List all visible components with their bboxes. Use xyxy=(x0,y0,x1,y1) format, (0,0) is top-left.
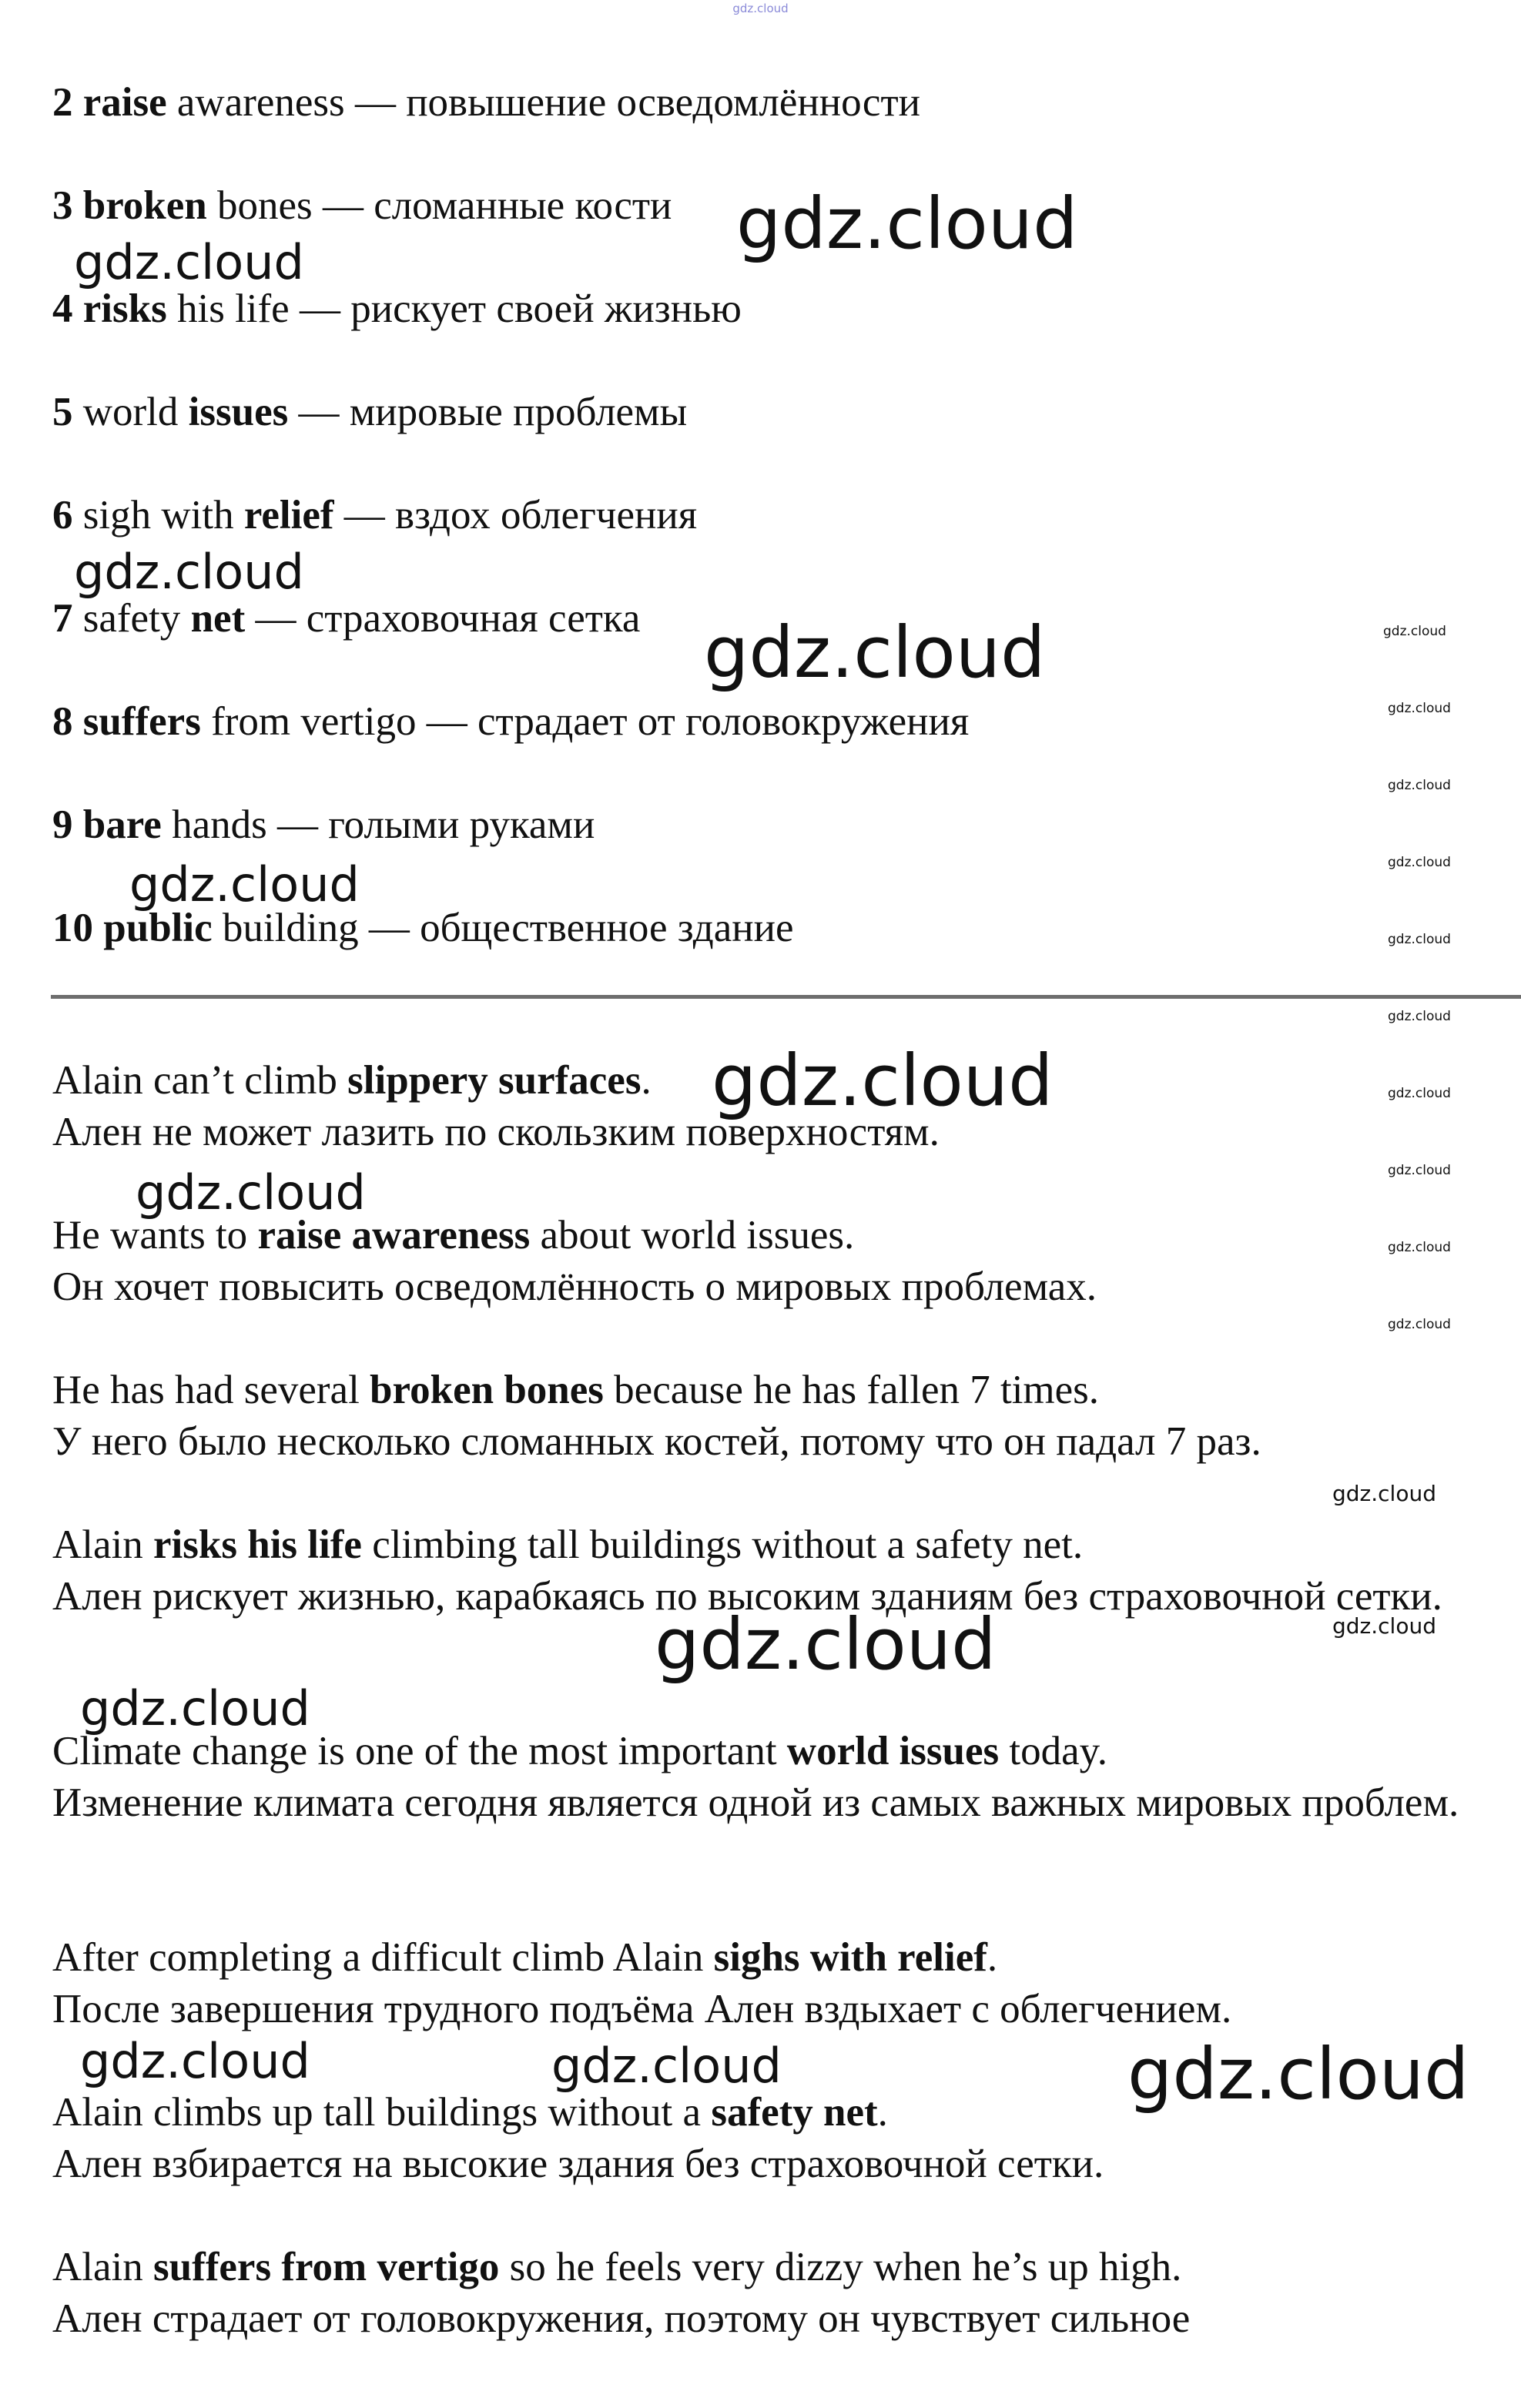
sentence-en: He has had several broken bones because he has fallen 7 times. xyxy=(52,1368,1100,1412)
sentence-ru: Ален страдает от головокружения, поэтому он чувствует сильное xyxy=(52,2296,1191,2341)
watermark: gdz.cloud xyxy=(1388,1009,1451,1024)
watermark: gdz.cloud xyxy=(129,856,360,913)
vocab-item: 10 public building — общественное здание xyxy=(52,906,794,950)
vocab-item: 3 broken bones — сломанные кости xyxy=(52,183,672,228)
watermark: gdz.cloud xyxy=(136,1164,366,1221)
watermark: gdz.cloud xyxy=(74,544,304,600)
sentence-ru: Ален рискует жизнью, карабкаясь по высоким зданиям без страховочной сетки. xyxy=(52,1574,1442,1619)
watermark: gdz.cloud xyxy=(655,1603,997,1686)
vocab-item: 9 bare hands — голыми руками xyxy=(52,802,595,847)
vocab-item: 2 raise awareness — повышение осведомлённости xyxy=(52,80,920,125)
watermark: gdz.cloud xyxy=(1127,2033,1469,2115)
example-sentence xyxy=(52,1726,1490,1829)
watermark: gdz.cloud xyxy=(74,234,304,290)
section-divider xyxy=(51,995,1521,999)
sentence-en: Climate change is one of the most important world issues today. xyxy=(52,1729,1107,1773)
sentence-ru: Ален взбирается на высокие здания без страховочной сетки. xyxy=(52,2142,1104,2186)
sentence-en: After completing a difficult climb Alain sighs with relief. xyxy=(52,1935,998,1980)
example-sentence xyxy=(52,1932,1490,2035)
watermark: gdz.cloud xyxy=(80,1680,310,1737)
watermark: gdz.cloud xyxy=(551,2038,782,2094)
watermark: gdz.cloud xyxy=(1332,1613,1436,1639)
sentence-en: Alain climbs up tall buildings without a safety net. xyxy=(52,2090,888,2135)
sentence-en: Alain suffers from vertigo so he feels very dizzy when he’s up high. xyxy=(52,2245,1182,2289)
example-sentence xyxy=(52,1365,1490,1468)
watermark: gdz.cloud xyxy=(1388,932,1451,947)
watermark: gdz.cloud xyxy=(1388,701,1451,716)
watermark: gdz.cloud xyxy=(1388,1240,1451,1255)
watermark: gdz.cloud xyxy=(712,1040,1054,1122)
site-mark: gdz.cloud xyxy=(732,2,789,15)
watermark: gdz.cloud xyxy=(1388,1086,1451,1101)
sentence-ru: Он хочет повысить осведомлённость о мировых проблемах. xyxy=(52,1264,1097,1309)
watermark: gdz.cloud xyxy=(1388,1317,1451,1332)
watermark: gdz.cloud xyxy=(736,183,1078,265)
example-sentence xyxy=(52,2242,1490,2345)
sentence-ru: После завершения трудного подъёма Ален вздыхает с облегчением. xyxy=(52,1987,1232,2031)
vocab-item: 7 safety net — страховочная сетка xyxy=(52,596,641,641)
sentence-ru: Ален не может лазить по скользким поверхностям. xyxy=(52,1110,940,1154)
sentence-en: Alain can’t climb slippery surfaces. xyxy=(52,1058,652,1103)
vocab-item: 4 risks his life — рискует своей жизнью xyxy=(52,286,742,331)
watermark: gdz.cloud xyxy=(1388,1163,1451,1178)
sentence-en: He wants to raise awareness about world issues. xyxy=(52,1213,855,1258)
vocab-item: 5 world issues — мировые проблемы xyxy=(52,390,688,434)
watermark: gdz.cloud xyxy=(704,611,1046,694)
sentence-ru: У него было несколько сломанных костей, потому что он падал 7 раз. xyxy=(52,1419,1261,1464)
watermark: gdz.cloud xyxy=(1388,855,1451,870)
watermark: gdz.cloud xyxy=(1383,624,1446,639)
example-sentence xyxy=(52,1210,1490,1313)
sentence-ru: Изменение климата сегодня является одной из самых важных мировых проблем. xyxy=(52,1780,1459,1825)
watermark: gdz.cloud xyxy=(80,2033,310,2089)
vocab-item: 6 sigh with relief — вздох облегчения xyxy=(52,493,698,538)
vocab-item: 8 suffers from vertigo — страдает от головокружения xyxy=(52,699,970,744)
watermark: gdz.cloud xyxy=(1332,1481,1436,1506)
watermark: gdz.cloud xyxy=(1388,778,1451,793)
sentence-en: Alain risks his life climbing tall buildings without a safety net. xyxy=(52,1522,1084,1567)
